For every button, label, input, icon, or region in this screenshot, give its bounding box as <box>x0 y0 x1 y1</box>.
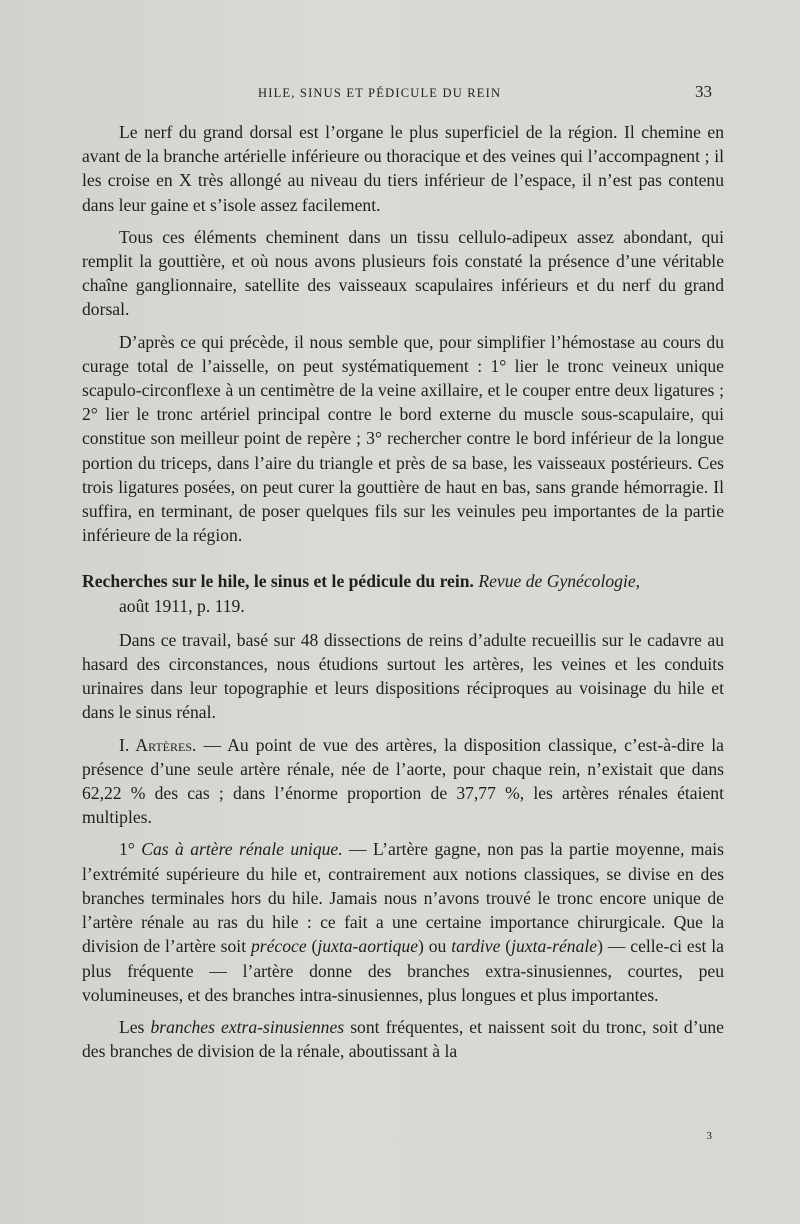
paragraph-arteries <box>82 733 724 830</box>
page-body <box>82 120 724 1071</box>
citation-journal: Revue de Gynécologie, <box>478 571 641 592</box>
signature-mark: 3 <box>706 1130 712 1142</box>
single-artery-number: 1° <box>119 839 142 860</box>
paragraph-study: Dans ce travail, basé sur 48 dissections de reins d’adulte recueillis sur le cadavre au hasard des circonstances, nous étudions surtout les artères, les veines et les conduits urinaires dans leur topographie et leurs dispositions réciproques au voisinage du hile et dans le sinus rénal. <box>82 629 724 723</box>
paragraph-extra-sinus <box>82 1015 724 1063</box>
term-precoce: précoce <box>250 936 307 957</box>
arteries-text: — Au point de vue des artères, la disposition classique, c’est-à-dire la présence d’une seule artère rénale, née de l’aorte, pour chaque rein, n’existait que dans 62,22 % des cas ; dans l’énorme proportion de 37,77 %, les artères rénales étaient multiples. <box>82 734 724 828</box>
extra-sinus-text-a: Les <box>119 1016 151 1037</box>
term-extra-sinus: branches extra-sinusiennes <box>150 1016 345 1037</box>
term-juxta-renale: juxta-rénale <box>511 936 598 957</box>
term-tardive: tardive <box>451 936 501 957</box>
single-artery-text-a: — L’artère gagne, non pas la partie moyenne, mais l’extrémité supérieure du hile et, contrairement aux notions classiques, se divise en des branches terminales hors du hile. Jamais nous n’avons trouvé le tronc encore unique de l’artère rénale au ras du hile : ce fait a une certaine importance chirurgicale. Que la division de l’artère soit <box>82 839 725 957</box>
running-title: HILE, SINUS ET PÉDICULE DU REIN <box>258 86 502 100</box>
extra-sinus-text-b: sont fréquentes, et naissent soit du tronc, soit d’une des branches de division de la rénale, aboutissant à la <box>82 1016 724 1062</box>
single-artery-text-d: ( <box>500 936 512 957</box>
subheading-single-artery: Cas à artère rénale unique. <box>141 839 343 860</box>
paragraph-single-artery <box>82 837 724 1006</box>
single-artery-text-c: ) ou <box>418 936 452 957</box>
single-artery-text-e: ) — celle-ci est la plus fréquente — l’artère donne des branches extra-sinusiennes, courtes, peu volumineuses, et des branches intra-sinusiennes, plus longues et plus importantes. <box>82 936 724 1005</box>
citation <box>82 569 724 617</box>
citation-title: Recherches sur le hile, le sinus et le pédicule du rein. <box>82 571 474 592</box>
page-number: 33 <box>695 82 712 101</box>
paragraph-hemostasis: D’après ce qui précède, il nous semble que, pour simplifier l’hémostase au cours du curage total de l’aisselle, on peut systématiquement : 1° lier le tronc veineux unique scapulo-circonflexe à un centimètre de la veine axillaire, et le couper entre deux ligatures ; 2° lier le tronc artériel principal contre le bord externe du muscle sous-scapulaire, qui constitue son meilleur point de repère ; 3° rechercher contre le bord inférieur de la longue portion du triceps, dans l’aire du triangle et près de sa base, les vaisseaux postérieurs. Ces trois ligatures posées, on peut curer la gouttière de haut en bas, sans grande hémorragie. Il suffira, en terminant, de poser quelques fils sur les veinules peu importantes de la partie inférieure de la région. <box>82 331 724 546</box>
citation-date: août 1911, p. 119. <box>119 595 245 616</box>
paragraph-elements: Tous ces éléments cheminent dans un tissu cellulo-adipeux assez abondant, qui remplit la gouttière, et où nous avons plusieurs fois constaté la présence d’une véritable chaîne ganglionnaire, satellite des vaisseaux scapulaires inférieurs et du nerf du grand dorsal. <box>82 226 724 320</box>
single-artery-text-b: ( <box>306 936 318 957</box>
term-juxta-aortique: juxta-aortique <box>317 936 419 957</box>
section-heading-arteries: I. Artères. <box>119 734 197 755</box>
paragraph-nerve: Le nerf du grand dorsal est l’organe le plus superficiel de la région. Il chemine en avant de la branche artérielle inférieure ou thoracique et des veines qui l’accompagnent ; il les croise en X très allongé au niveau du tiers inférieur de l’espace, il n’est pas contenu dans leur gaine et s’isole assez facilement. <box>82 122 724 215</box>
